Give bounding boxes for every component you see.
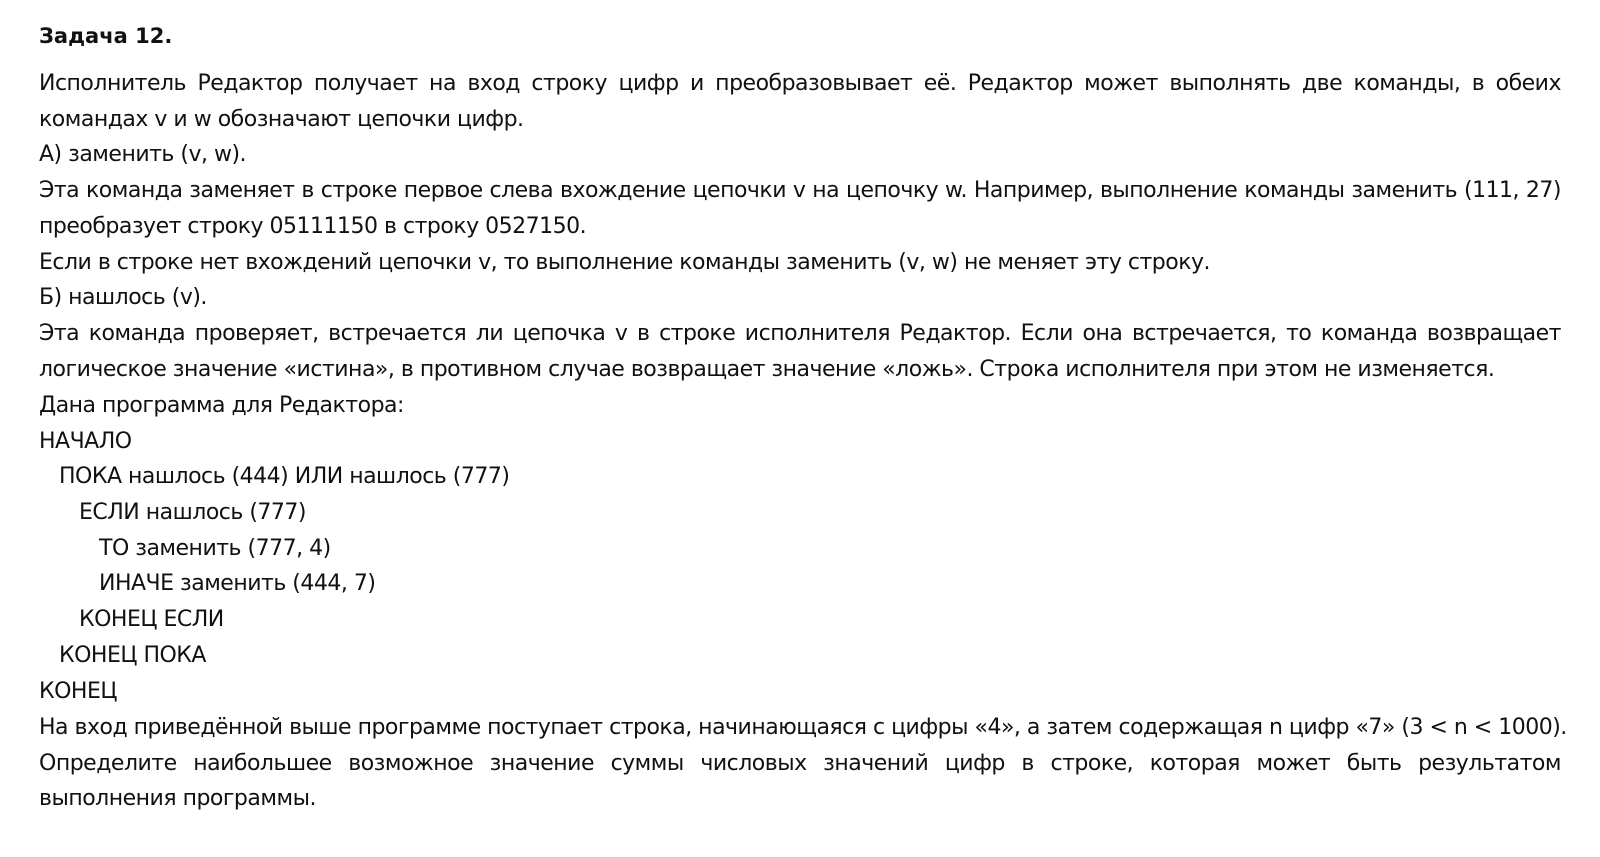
paragraph-line: Эта команда проверяет, встречается ли цепочка v в строке исполнителя Редактор. Если она встречается, то команда возвращает — [39, 321, 1561, 346]
question-line: На вход приведённой выше программе поступает строка, начинающаяся с цифры «4», а затем содержащая n цифр «7» (3 < n < 1000). — [39, 715, 1567, 740]
task-document — [39, 0, 1567, 857]
paragraph-line: командах v и w обозначают цепочки цифр. — [39, 107, 524, 132]
program-line: ИНАЧЕ заменить (444, 7) — [99, 571, 376, 596]
paragraph-line: Эта команда заменяет в строке первое слева вхождение цепочки v на цепочку w. Например, выполнение команды заменить (111, 27) — [39, 178, 1561, 203]
program-line: НАЧАЛО — [39, 429, 132, 454]
paragraph-line: А) заменить (v, w). — [39, 142, 247, 167]
question-line: выполнения программы. — [39, 786, 316, 811]
paragraph-line: преобразует строку 05111150 в строку 0527150. — [39, 214, 587, 239]
program-line: КОНЕЦ ПОКА — [59, 643, 206, 668]
program-line: ЕСЛИ нашлось (777) — [79, 500, 306, 525]
program-line: ТО заменить (777, 4) — [99, 536, 331, 561]
paragraph-line: Исполнитель Редактор получает на вход строку цифр и преобразовывает её. Редактор может выполнять две команды, в обеих — [39, 71, 1561, 96]
program-line: ПОКА нашлось (444) ИЛИ нашлось (777) — [59, 464, 510, 489]
task-title: Задача 12. — [39, 24, 173, 48]
question-line: Определите наибольшее возможное значение суммы числовых значений цифр в строке, которая может быть результатом — [39, 751, 1561, 776]
paragraph-line: Б) нашлось (v). — [39, 285, 207, 310]
paragraph-line: логическое значение «истина», в противном случае возвращает значение «ложь». Строка исполнителя при этом не изменяется. — [39, 357, 1495, 382]
paragraph-line: Если в строке нет вхождений цепочки v, то выполнение команды заменить (v, w) не меняет эту строку. — [39, 250, 1211, 275]
paragraph-line: Дана программа для Редактора: — [39, 393, 404, 418]
program-line: КОНЕЦ ЕСЛИ — [79, 607, 224, 632]
program-line: КОНЕЦ — [39, 679, 117, 704]
